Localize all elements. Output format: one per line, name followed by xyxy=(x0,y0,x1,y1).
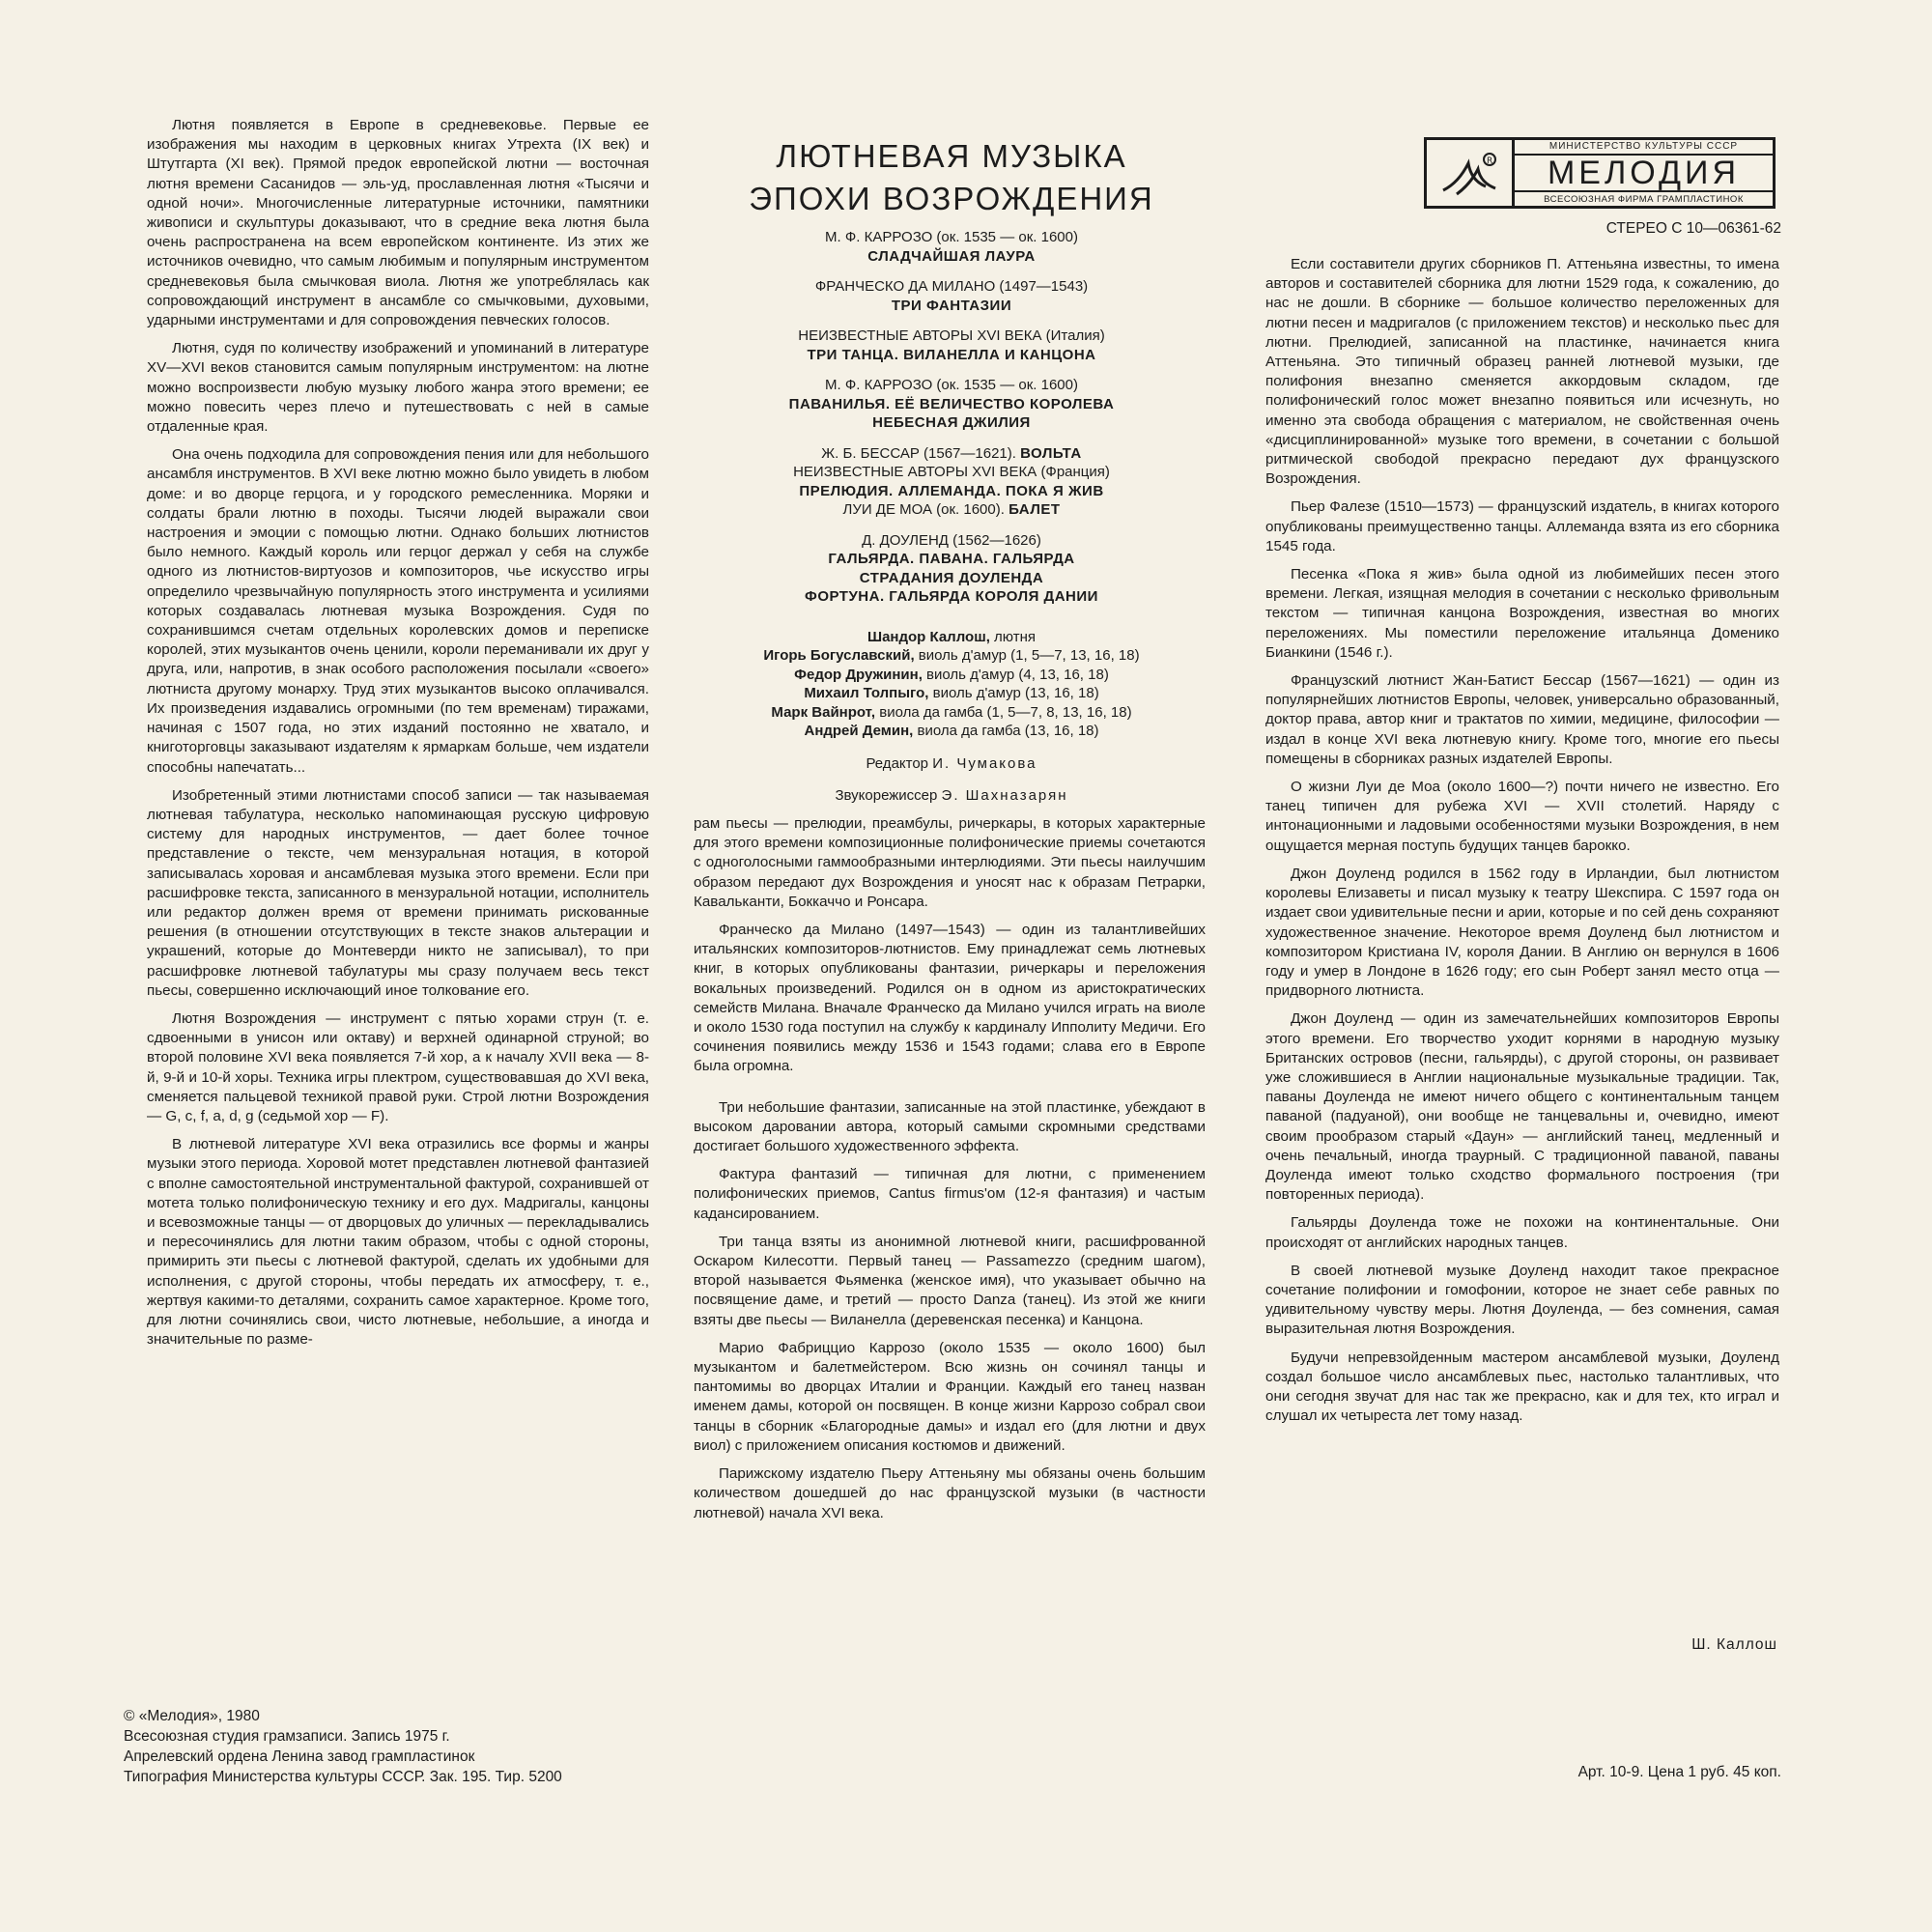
paragraph: В лютневой литературе XVI века отразились все формы и жанры музыки этого периода. Хоровой мотет представлен лютневой фантазией с вполне самостоятельной инструментальной фактурой, сохранившей от мотета только полифоническую технику и его дух. Мадригалы, канцоны и всевозможные танцы — от дворцовых до уличных — перекладывались и пересочинялись для лютни таким образом, чтобы с одной стороны, примирить эти пьесы с лютневой фактурой, сделать их удобными для исполнения, с другой стороны, чтобы передать их атмосферу, т. е., жертвуя какими-то деталями, сохранить самое характерное. Кроме того, для лютни сочинялись свои, чисто лютневые, небольшие, а иногда и значительные по разме- xyxy=(147,1136,649,1349)
work-title: БАЛЕТ xyxy=(1009,501,1061,518)
performer-role: виола да гамба (1, 5—7, 8, 13, 16, 18) xyxy=(879,703,1132,721)
performer-name: Игорь Богуславский, xyxy=(763,647,915,664)
work-title: СТРАДАНИЯ ДОУЛЕНДА xyxy=(859,569,1044,586)
program-header xyxy=(710,135,1193,806)
performer xyxy=(710,666,1193,685)
work-title: ПАВАНИЛЬЯ. ЕЁ ВЕЛИЧЕСТВО КОРОЛЕВА xyxy=(788,395,1115,412)
right-column xyxy=(1265,255,1779,1435)
title-line: ЛЮТНЕВАЯ МУЗЫКА xyxy=(776,138,1127,174)
performer-name: Михаил Толпыго, xyxy=(804,685,929,701)
performer-role: виоль д'амур (4, 13, 16, 18) xyxy=(926,666,1109,683)
paragraph: Если составители других сборников П. Аттеньяна известны, то имена авторов и составителей сборника для лютни 1529 года, к сожалению, до нас не дошли. В сборнике — большое количество переложенных для лютни песен и мадригалов (с приложением текстов) и несколько пьес для лютни. Прелюдией, записанной на пластинке, начинается книга Аттеньяна. Это типичный образец ранней лютневой музыки, где полифония внезапно сменяется аккордовым складом, где полифонический голос может внезапно появиться или исчезнуть, но именно эта свобода обращения с материалом, не свойственная очень «дисциплинированной» музыке того времени, в сочетании с большой ритмической свободой прекрасно передают дух французского Возрождения. xyxy=(1265,256,1779,488)
paragraph: Будучи непревзойденным мастером ансамблевой музыки, Доуленд создал большое число ансамблевых пьес, настолько талантливых, что они сегодня звучат для нас так же прекрасно, как и для тех, кто играл и слушал их четыреста лет тому назад. xyxy=(1265,1349,1779,1425)
performer-role: виоль д'амур (1, 5—7, 13, 16, 18) xyxy=(918,647,1140,664)
footer-imprint xyxy=(124,1706,723,1787)
logo-subtitle: ВСЕСОЮЗНАЯ ФИРМА ГРАМПЛАСТИНОК xyxy=(1515,190,1773,207)
paragraph: Французский лютнист Жан-Батист Бессар (1567—1621) — один из популярнейших лютнистов Европы, человек, универсально образованный, доктор права, автор книг и трактатов по химии, медицине, философии — издал в конце XVI века лютневую книгу. Кроме того, многие его пьесы помещены в сборниках разных издателей Европы. xyxy=(1265,672,1779,767)
melodiya-logo xyxy=(1424,137,1776,209)
engineer-credit xyxy=(710,786,1193,806)
program-group xyxy=(710,228,1193,266)
melodiya-emblem-icon xyxy=(1427,140,1515,206)
composer: М. Ф. КАРРОЗО (ок. 1535 — ок. 1600) xyxy=(825,377,1078,393)
program-group xyxy=(710,444,1193,520)
program-group xyxy=(710,277,1193,315)
composer: ФРАНЧЕСКО ДА МИЛАНО (1497—1543) xyxy=(814,278,1089,295)
program-group xyxy=(710,531,1193,607)
engineer-label: Звукорежиссер xyxy=(835,787,938,804)
work-title: ФОРТУНА. ГАЛЬЯРДА КОРОЛЯ ДАНИИ xyxy=(805,588,1098,605)
performer xyxy=(710,684,1193,703)
middle-column xyxy=(694,814,1206,1532)
performer-name: Шандор Каллош, xyxy=(867,628,990,645)
performer xyxy=(710,722,1193,741)
performer-name: Андрей Демин, xyxy=(804,723,914,739)
paragraph: Гальярды Доуленда тоже не похожи на континентальные. Они происходят от английских народных танцев. xyxy=(1265,1214,1779,1251)
paragraph: Фактура фантазий — типичная для лютни, с применением полифонических приемов, Cantus firmus'ом (12-я фантазия) и частым кадансированием. xyxy=(694,1166,1206,1222)
paragraph: Джон Доуленд — один из замечательнейших композиторов Европы этого времени. Его творчество уходит корнями в народную музыку Британских островов (песни, гальярды), с другой стороны, он развивает уже сложившиеся в Англии национальные музыкальные традиции. Так, паваны Доуленда не имеют ничего общего с континентальным танцем паваной (падуаной), они вообще не танцевальны и, очевидно, имеют своим прообразом старый «Даун» — английский танец, медленный и очень печальный, иногда траурный. С традиционной паваной, паваны Доуленда имеют только сходство формального построения (три повторенных периода). xyxy=(1265,1010,1779,1204)
composer: ЛУИ ДЕ МОА (ок. 1600). xyxy=(842,501,1005,518)
logo-ministry: МИНИСТЕРСТВО КУЛЬТУРЫ СССР xyxy=(1515,139,1773,156)
engineer-name: Э. Шахназарян xyxy=(941,787,1068,804)
editor-credit xyxy=(710,754,1193,774)
paragraph: Три танца взяты из анонимной лютневой книги, расшифрованной Оскаром Килесотти. Первый танец — Passamezzo (средним шагом), второй называется Фьяменка (женское имя), что указывает обычно на посвящение даме, и третий — просто Danza (танец). Из этой же книги взяты две пьесы — Виланелла (деревенская песенка) и Канцона. xyxy=(694,1233,1206,1328)
performer xyxy=(710,703,1193,723)
logo-brand: МЕЛОДИЯ xyxy=(1547,155,1741,191)
work-title: ГАЛЬЯРДА. ПАВАНА. ГАЛЬЯРДА xyxy=(828,551,1075,567)
composer: НЕИЗВЕСТНЫЕ АВТОРЫ XVI ВЕКА (Италия) xyxy=(798,327,1105,344)
performer-name: Марк Вайнрот, xyxy=(771,703,876,721)
paragraph: Марио Фабриццио Каррозо (около 1535 — около 1600) был музыкантом и балетмейстером. Всю жизнь он сочинял танцы и пантомимы во дворцах Италии и Франции. Каждый его танец назван именем дамы, которой он посвящен. В конце жизни Каррозо собрал свои танцы в сборник «Благородные дамы» и издал его (для лютни и двух виол) с приложением описания костюмов и движений. xyxy=(694,1339,1206,1454)
performer xyxy=(710,628,1193,647)
paragraph: рам пьесы — прелюдии, преамбулы, ричеркары, в которых характерные для этого времени композиционные полифонические приемы сочетаются с одноголосными гаммообразными интерлюдиями. Эти пьесы наилучшим образом передают дух Возрождения и уносят нас к образам Петрарки, Кавальканти, Боккаччо и Ронсара. xyxy=(694,815,1206,910)
work-title: СЛАДЧАЙШАЯ ЛАУРА xyxy=(867,247,1036,265)
performer xyxy=(710,646,1193,666)
editor-name: И. Чумакова xyxy=(932,754,1037,772)
paragraph: Песенка «Пока я жив» была одной из любимейших песен этого времени. Легкая, изящная мелодия в сочетании с несколько фривольным текстом — типичная канцона Возрождения, известная во многих переложениях. Мы поместили переложение итальянца Доменико Бианкини (1546 г.). xyxy=(1265,566,1779,661)
svg-text:R: R xyxy=(1487,156,1493,166)
composer-line xyxy=(710,444,1193,464)
composer: Ж. Б. БЕССАР (1567—1621). xyxy=(821,444,1016,462)
performer-role: виоль д'амур (13, 16, 18) xyxy=(932,685,1099,701)
composer: М. Ф. КАРРОЗО (ок. 1535 — ок. 1600) xyxy=(825,229,1078,245)
work-title: ТРИ ТАНЦА. ВИЛАНЕЛЛА И КАНЦОНА xyxy=(807,346,1096,363)
album-title xyxy=(710,135,1193,220)
imprint-line: Всесоюзная студия грамзаписи. Запись 1975 г. xyxy=(124,1728,450,1745)
paragraph: Лютня появляется в Европе в средневековье. Первые ее изображения мы находим в церковных книгах Утрехта (IX век) и Штутгарта (XI век). Прямой предок европейской лютни — восточная лютня времени Сасанидов — эль-уд, прославленная лютня «Тысячи и одной ночи». Многочисленные литературные источники, памятники живописи и скульптуры доказывают, что в средние века лютня была очень распространена на всем европейском континенте. Из этих же источников очевидно, что самым любимым и популярным инструментом средневековья была смычковая виола. Лютня же употреблялась как сопровождающий инструмент в ансамбле со смычковыми, духовыми, ударными инструментами и для сопровождения певческих голосов. xyxy=(147,117,649,329)
paragraph: Лютня, судя по количеству изображений и упоминаний в литературе XV—XVI веков становится самым популярным инструментом: на лютне можно воспроизвести любую музыку любого жанра этого времени; ее можно повесить через плечо и путешествовать с ней в самые отдаленные края. xyxy=(147,340,649,436)
performers-list xyxy=(710,628,1193,741)
paragraph: Франческо да Милано (1497—1543) — один из талантливейших итальянских композиторов-лютнистов. Ему принадлежат семь лютневых книг, в которых опубликованы фантазии, ричеркары и переложения вокальных произведений. Родился он в одном из аристократических семейств Милана. Вначале Франческо да Милано учился играть на виоле и около 1530 года поступил на службу к кардиналу Ипполиту Медичи. Его сочинения появились между 1536 и 1543 годами; слава его в Европе была огромна. xyxy=(694,922,1206,1075)
imprint-line: Апрелевский ордена Ленина завод грампластинок xyxy=(124,1748,475,1765)
paragraph: Она очень подходила для сопровождения пения или для небольшого ансамбля инструментов. В XVI веке лютню можно было увидеть в любом доме: и во дворце герцога, и у городского ремесленника. Моряки и солдаты брали лютню в походы. Тысячи людей выражали свои настроения и эмоции с помощью лютни. Однако больших лютнистов было немного. Каждый король или герцог держал у себя на службе одного из лютнистов-виртуозов и композиторов, чье искусство игры определило чрезвычайную популярность этого инструмента и усилиями которых создавалась лютневая музыка Возрождения. Судя по сохранившимся счетам отдельных королевских домов и переписке королей, этих музыкантов очень ценили, короли переманивали их друг у друга, или, напротив, в знак особого расположения посылали «своего» лютниста другому монарху. Труд этих музыкантов высоко оплачивался. Их произведения издавались огромными (по тем временам) тиражами, начиная с 1507 года, но этих изданий постоянно не хватало, и книготорговцы заказывают издателям к ярмаркам больше, чем издатели способны напечатать... xyxy=(147,446,649,776)
paragraph: Лютня Возрождения — инструмент с пятью хорами струн (т. е. сдвоенными в унисон или октаву) и верхней одинарной струной; во второй половине XVI века появляется 7-й хор, а к началу XVII века — 8-й, 9-й и 10-й хоры. Техника игры плектром, существовавшая до XVI века, сменяется пальцевой техникой правой руки. Строй лютни Возрождения — G, c, f, a, d, g (седьмой хор — F). xyxy=(147,1009,649,1124)
paragraph: Парижскому издателю Пьеру Аттеньяну мы обязаны очень большим количеством дошедшей до нас французской музыки (в частности лютневой) начала XVI века. xyxy=(694,1465,1206,1521)
performer-name: Федор Дружинин, xyxy=(794,666,923,683)
paragraph: Джон Доуленд родился в 1562 году в Ирландии, был лютнистом королевы Елизаветы и писал музыку к театру Шекспира. С 1597 года он издает свои удивительные песни и арии, которые и по сей день сохраняют художественное значение. Некоторое время Доуленд был лютнистом и композитором Кристиана IV, короля Дании. В Англию он вернулся в 1606 году и умер в Лондоне в 1626 году; его сын Роберт занял место отца — придворного лютниста. xyxy=(1265,865,1779,1000)
paragraph: О жизни Луи де Моа (около 1600—?) почти ничего не известно. Его танец типичен для рубежа XVI — XVII столетий. Наряду с интонационными и ладовыми особенностями музыки Возрождения, в нем ощущается мерная поступь будущих танцев барокко. xyxy=(1265,779,1779,854)
program-group xyxy=(710,376,1193,433)
composer: Д. ДОУЛЕНД (1562—1626) xyxy=(862,531,1041,549)
logo-text xyxy=(1515,139,1773,207)
work-title: ТРИ ФАНТАЗИИ xyxy=(891,297,1012,314)
editor-label: Редактор xyxy=(866,754,929,772)
imprint-line: Типография Министерства культуры СССР. Зак. 195. Тир. 5200 xyxy=(124,1769,562,1785)
price-line: Арт. 10-9. Цена 1 руб. 45 коп. xyxy=(1577,1764,1781,1780)
paragraph: Пьер Фалезе (1510—1573) — французский издатель, в книгах которого опубликованы преимущественно танцы. Аллеманда взята из его сборника 1545 года. xyxy=(1265,498,1779,554)
copyright-line: © «Мелодия», 1980 xyxy=(124,1708,260,1724)
work-title: ВОЛЬТА xyxy=(1020,444,1082,462)
paragraph: В своей лютневой музыке Доуленд находит такое прекрасное сочетание полифонии и гомофонии, которое не знает себе равных по удивительному чувству меры. Лютня Доуленда, — без сомнения, самая выразительная лютня Возрождения. xyxy=(1265,1262,1779,1338)
composer: НЕИЗВЕСТНЫЕ АВТОРЫ XVI ВЕКА (Франция) xyxy=(793,464,1110,480)
work-title: НЕБЕСНАЯ ДЖИЛИЯ xyxy=(872,414,1031,431)
title-line: ЭПОХИ ВОЗРОЖДЕНИЯ xyxy=(749,181,1154,216)
composer-line xyxy=(710,500,1193,520)
work-title: ПРЕЛЮДИЯ. АЛЛЕМАНДА. ПОКА Я ЖИВ xyxy=(799,482,1104,499)
signature: Ш. Каллош xyxy=(1691,1636,1777,1653)
program-group xyxy=(710,327,1193,364)
performer-role: лютня xyxy=(994,628,1036,645)
catalog-number: СТЕРЕО С 10—06361-62 xyxy=(1605,220,1781,237)
paragraph: Три небольшие фантазии, записанные на этой пластинке, убеждают в высоком даровании автора, который самыми скромными средствами достигает большого художественного эффекта. xyxy=(694,1098,1206,1155)
performer-role: виола да гамба (13, 16, 18) xyxy=(917,723,1099,739)
left-column xyxy=(147,116,649,1358)
paragraph: Изобретенный этими лютнистами способ записи — так называемая лютневая табулатура, несколько напоминающая русскую цифровую систему для народных инструментов, — дает более точное представление о тексте, чем мензуральная нотация, в которой записывалась хоровая и ансамблевая музыка этого времени. Если при расшифровке текста, записанного в мензуральной нотации, исполнитель или редактор должен время от времени принимать рискованные решения (в отношении отсутствующих в тексте знаков альтерации и украшений, которые до Монтеверди никто не записывал), то при расшифровке лютневой табулатуры мы сразу получаем весь текст пьесы, совершенно исключающий иное толкование его. xyxy=(147,786,649,999)
